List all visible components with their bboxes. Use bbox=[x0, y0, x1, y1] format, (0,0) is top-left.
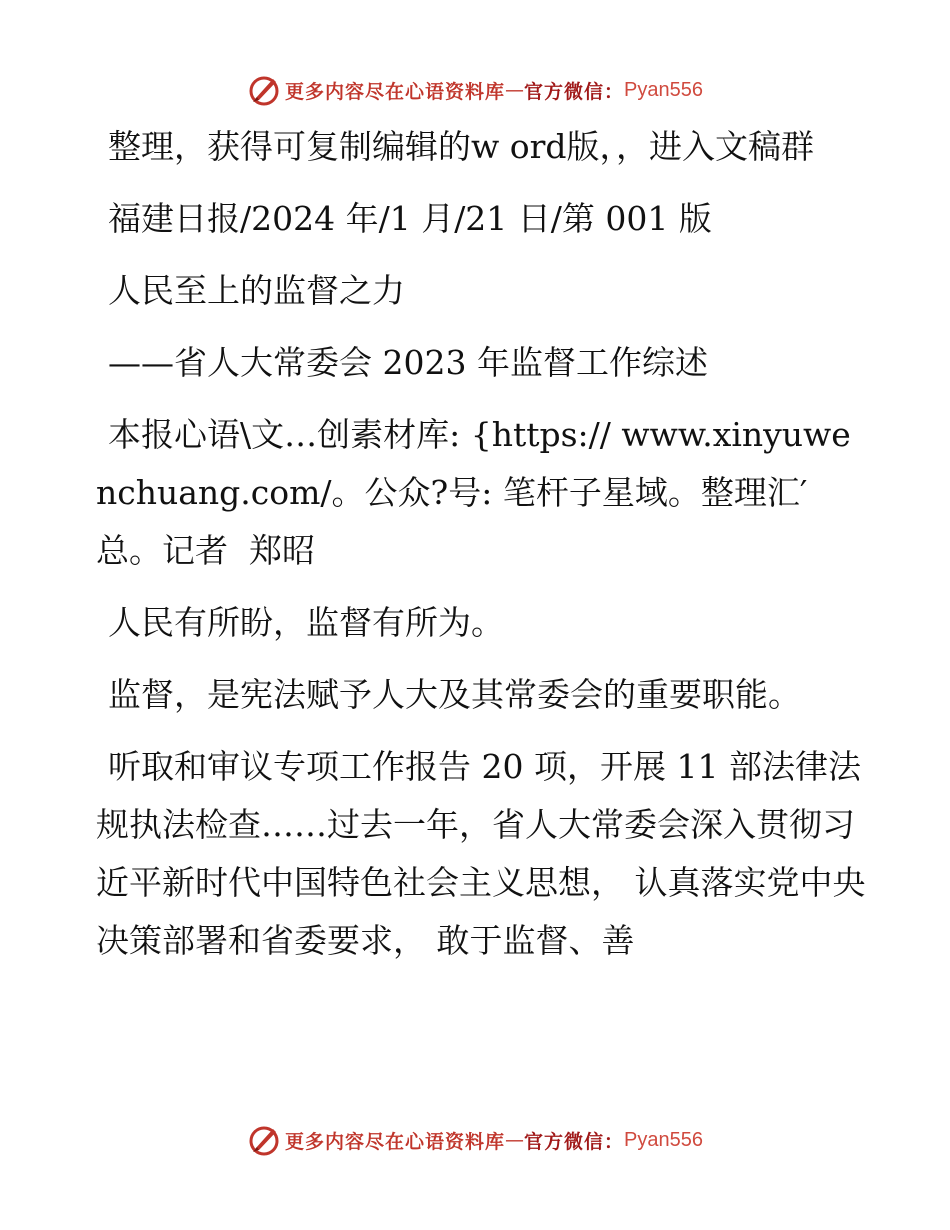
article-title: 人民至上的监督之力 bbox=[108, 271, 405, 310]
paragraph-body-1: 人民有所盼，监督有所为。 bbox=[108, 603, 504, 642]
banner-wechat-id: Pyan556 bbox=[624, 78, 703, 101]
footer-banner bbox=[0, 1120, 950, 1160]
banner-main-text: 更多内容尽在心语资料库 bbox=[285, 1130, 506, 1153]
banner-wechat-label: 官方微信： bbox=[524, 80, 625, 103]
paragraph-body-2: 监督，是宪法赋予人大及其常委会的重要职能。 bbox=[108, 675, 801, 714]
banner-dash: — bbox=[505, 79, 525, 101]
quill-pen-logo-icon bbox=[247, 73, 281, 107]
paragraph-body-3: 听取和审议专项工作报告 20 项，开展 11 部法律法规执法检查……过去一年，省人大常委会深入贯彻习近平新时代中国特色社会主义思想， 认真落实党中央决策部署和省委要求， 敢于监督、善 bbox=[96, 747, 866, 960]
paragraph-intro: 整理，获得可复制编辑的w ord版，，进入文稿群 bbox=[108, 127, 815, 166]
header-banner bbox=[0, 70, 950, 110]
banner-dash: — bbox=[505, 1129, 525, 1151]
banner-wechat-id: Pyan556 bbox=[624, 1128, 703, 1151]
article-subtitle: ——省人大常委会 2023 年监督工作综述 bbox=[108, 343, 708, 382]
paragraph-byline: 本报心语\文…创素材库: {https:// www.xinyuwenchuang.com/。公众?号: 笔杆子星域。整理汇′总。记者 郑昭 bbox=[96, 415, 851, 570]
paragraph-source: 福建日报/2024 年/1 月/21 日/第 001 版 bbox=[108, 199, 712, 238]
banner-wechat-label: 官方微信： bbox=[524, 1130, 625, 1153]
banner-main-text: 更多内容尽在心语资料库 bbox=[285, 80, 506, 103]
quill-pen-logo-icon bbox=[247, 1123, 281, 1157]
document-body bbox=[96, 118, 866, 984]
